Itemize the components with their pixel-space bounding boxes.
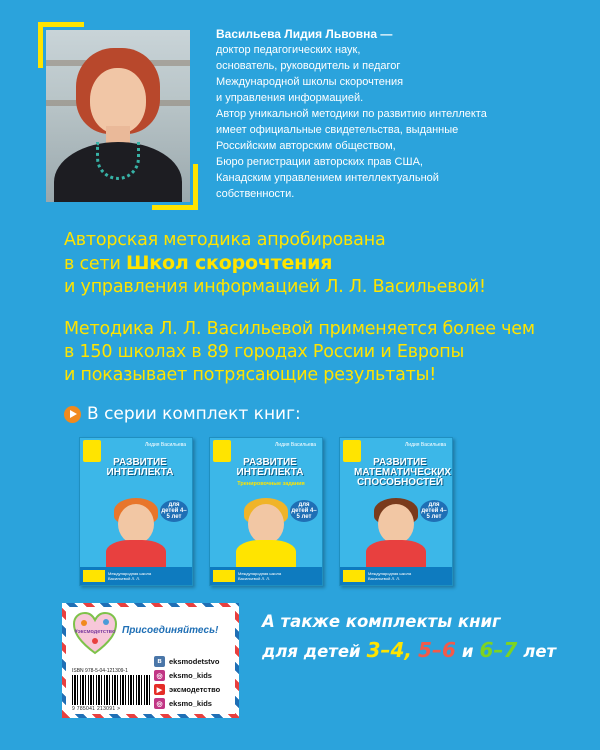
instagram-icon: ◎ [154,698,165,709]
author-bio [216,26,586,202]
social-handle: eksmodetstvo [169,657,220,666]
instagram-icon: ◎ [154,670,165,681]
book-title: РАЗВИТИЕ МАТЕМАТИЧЕСКИХ СПОСОБНОСТЕЙ [354,457,452,488]
book-school-name: Международная школа Васильевой Л. Л. [368,571,412,581]
series-heading-text: В серии комплект книг: [87,404,301,424]
play-bullet-icon [64,406,81,423]
also-conjunction: и [461,642,474,661]
school-logo-icon [343,570,365,582]
book-cover-3[interactable] [339,437,453,586]
book-illustration-body [366,540,426,570]
book-age-badge: для детей 4–5 лет [421,502,447,520]
heart-logo-icon [72,611,118,655]
author-photo [46,30,190,202]
book-cover-2[interactable] [209,437,323,586]
method-approved-headline [64,229,486,299]
book-illustration-child [118,504,154,544]
join-card [62,603,239,718]
social-link[interactable] [154,698,212,709]
method-usage-headline: Методика Л. Л. Васильевой применяется более чем в 150 школах в 89 городах России и Европы и показывает потрясающие результаты! [64,319,535,385]
book-author: Лидия Васильева [405,442,446,448]
also-sets-text [262,608,556,666]
social-link[interactable] [154,656,219,667]
barcode-digits: 9 785041 213091 > [72,706,121,712]
also-prefix: для детей [262,642,361,661]
author-photo-frame [38,22,198,210]
social-handle: эксмодетство [169,685,221,694]
youtube-icon: ▶ [154,684,165,695]
also-line-1: А также комплекты книг [262,612,501,631]
social-handle: eksmo_kids [169,671,212,680]
book-author: Лидия Васильева [145,442,186,448]
social-link[interactable] [154,684,220,695]
age-range-5-6: 5–6 [418,638,456,662]
book-age-badge: для детей 4–5 лет [161,502,187,520]
book-school-name: Международная школа Васильевой Л. Л. [238,571,282,581]
book-author: Лидия Васильева [275,442,316,448]
book-illustration-body [106,540,166,570]
barcode [72,675,150,705]
book-cover-1[interactable] [79,437,193,586]
book-subtitle: Тренировочные задания [237,481,305,487]
headline-line: в сети [64,254,126,274]
author-face [90,68,146,134]
school-logo-icon [83,570,105,582]
join-title: Присоединяйтесь! [122,625,219,636]
book-school-name: Международная школа Васильевой Л. Л. [108,571,152,581]
also-line-2 [262,636,556,666]
book-title: РАЗВИТИЕ ИНТЕЛЛЕКТА [106,457,174,478]
social-handle: eksmo_kids [169,699,212,708]
author-bio-text: доктор педагогических наук, основатель, руководитель и педагог Международной школы скорочтения и управления информацией. Автор уникальной методики по развитию интеллекта имеет официальные свидетельства, выданные Российским авторским обществом, Бюро регистрации авторских прав США, Канадским управлением интеллектуальной собственности. [216,44,487,200]
age-range-6-7: 6–7 [479,638,518,662]
age-range-3-4: 3–4, [366,638,413,662]
book-illustration-child [248,504,284,544]
book-illustration-child [378,504,414,544]
join-hashtag: #эксмодетство [74,629,116,635]
headline-line: Авторская методика апробирована [64,230,386,250]
book-title: РАЗВИТИЕ ИНТЕЛЛЕКТА [236,457,304,478]
isbn: ISBN 978-5-04-121309-1 [72,668,128,674]
school-logo-icon [213,570,235,582]
book-age-badge: для детей 4–5 лет [291,502,317,520]
social-link[interactable] [154,670,212,681]
series-heading [64,404,301,424]
book-illustration-body [236,540,296,570]
headline-emphasis: Школ скорочтения [126,252,333,274]
headline-line: и управления информацией Л. Л. Васильевой! [64,277,486,297]
vk-icon: в [154,656,165,667]
author-name: Васильева Лидия Львовна — [216,27,393,41]
also-suffix: лет [523,642,557,661]
